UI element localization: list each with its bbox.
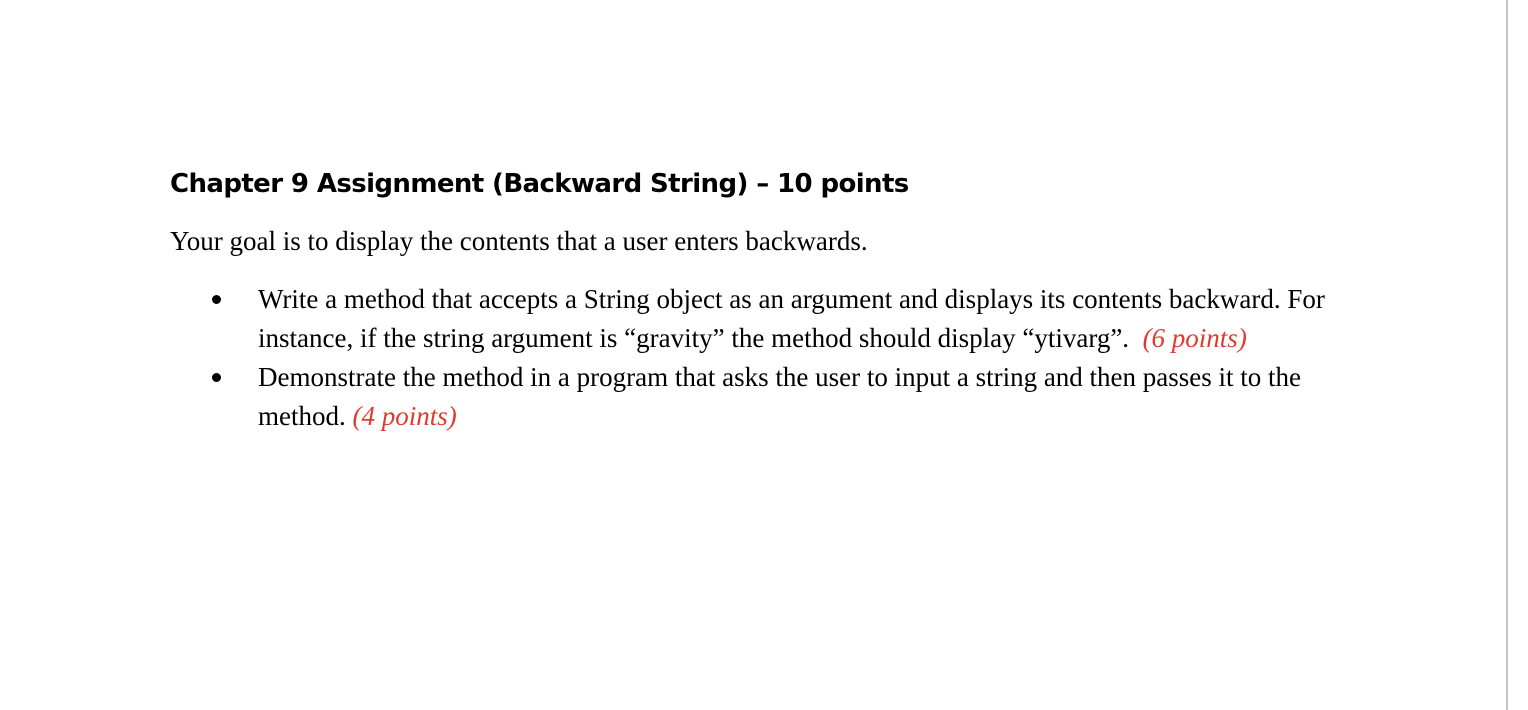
intro-paragraph: Your goal is to display the contents that a user enters backwards. bbox=[170, 226, 868, 256]
points-label: (4 points) bbox=[352, 401, 457, 431]
list-item bbox=[0, 280, 1328, 358]
bullet-icon bbox=[212, 295, 221, 304]
bullet-icon bbox=[212, 373, 221, 382]
points-label: (6 points) bbox=[1142, 323, 1247, 353]
vertical-scrollbar[interactable] bbox=[1506, 0, 1528, 710]
requirement-text: Demonstrate the method in a program that asks the user to input a string and then passes it to the method. bbox=[258, 362, 1302, 431]
requirements-list bbox=[0, 280, 1328, 436]
assignment-title: Chapter 9 Assignment (Backward String) – 10 points bbox=[170, 169, 909, 199]
requirement-text: Write a method that accepts a String object as an argument and displays its contents backward. For instance, if the string argument is “gravity” the method should display “ytivarg”. bbox=[258, 284, 1325, 353]
list-item bbox=[0, 358, 1328, 436]
